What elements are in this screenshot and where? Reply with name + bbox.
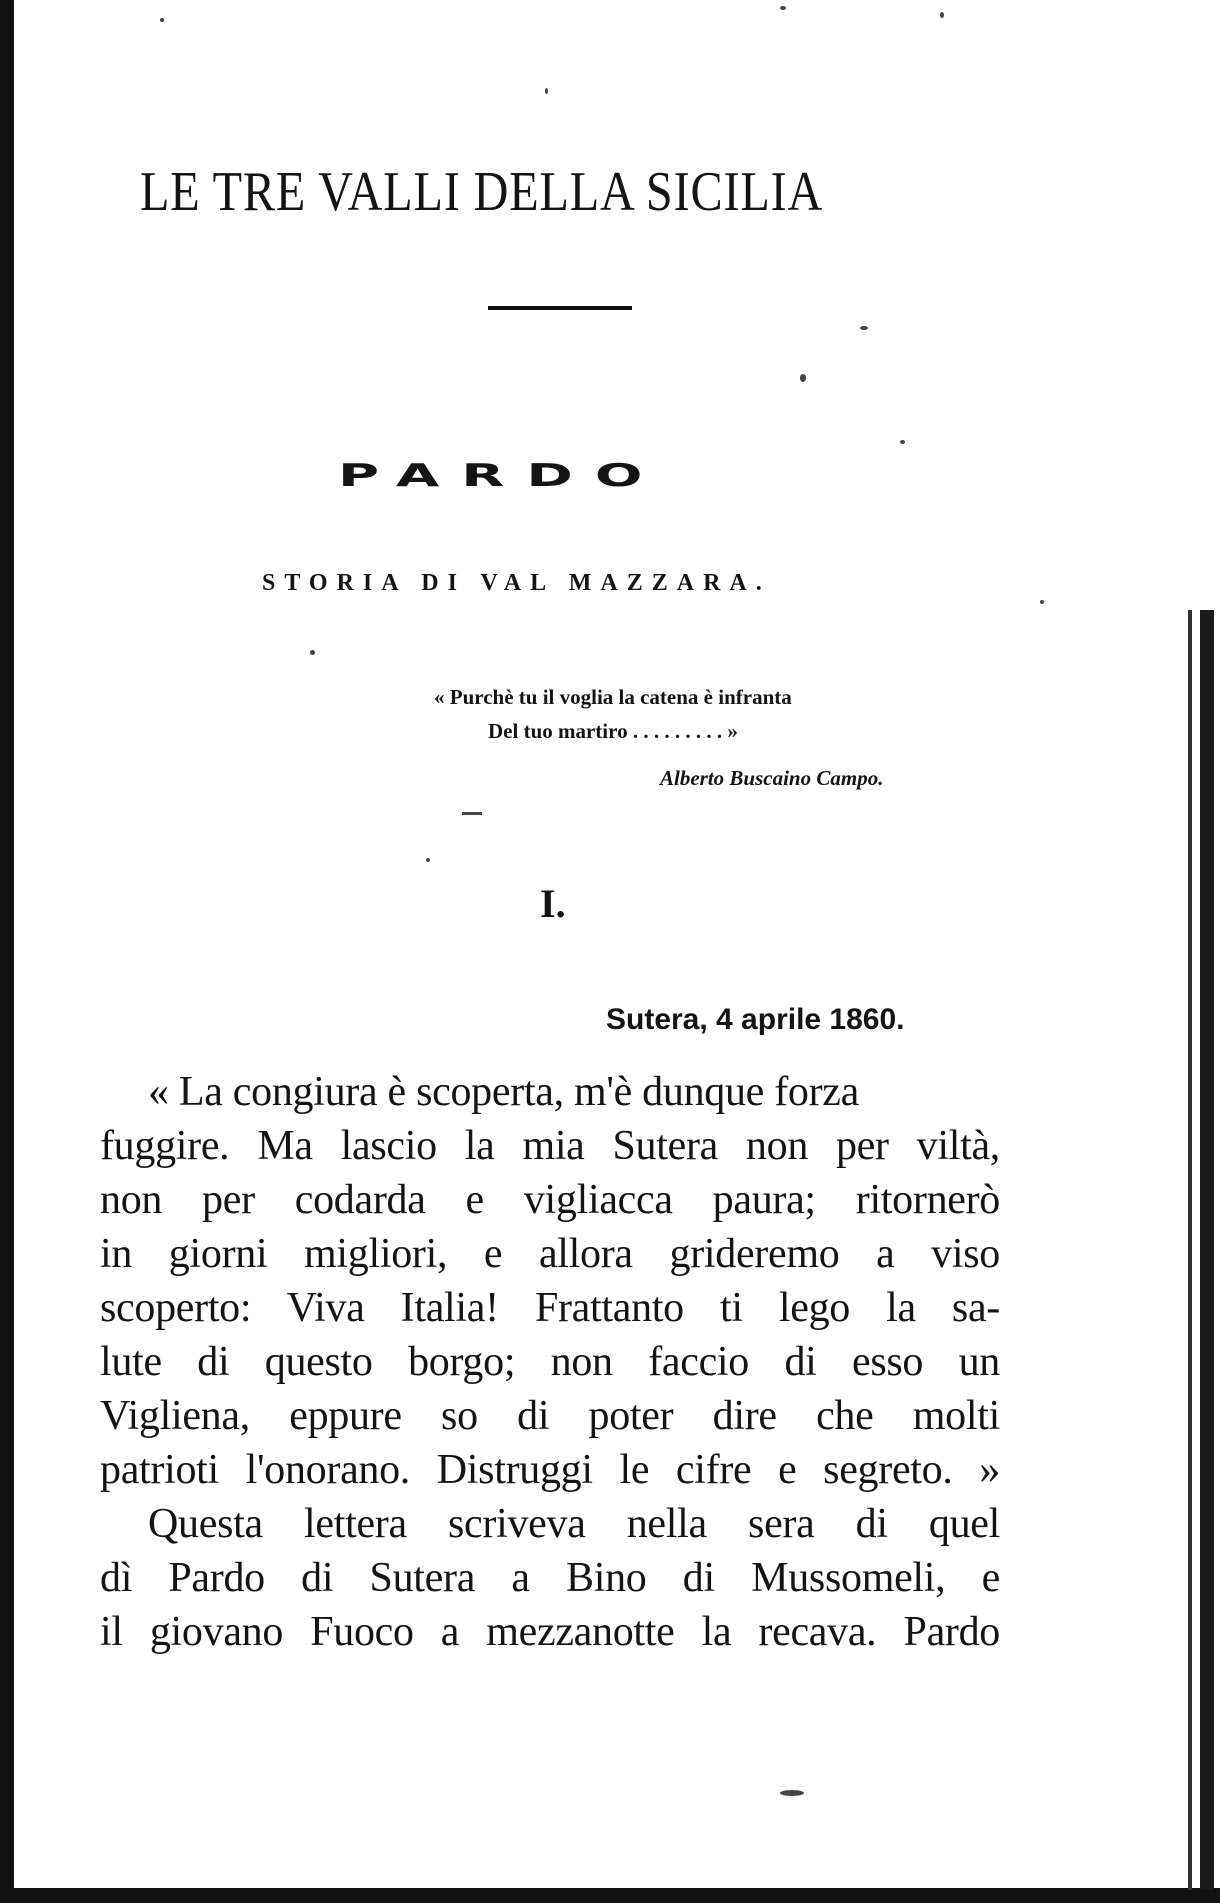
- scan-border-left: [0, 0, 14, 1903]
- story-subtitle: STORIA DI VAL MAZZARA.: [262, 570, 771, 596]
- scan-speck: [860, 326, 868, 330]
- body-line: dì Pardo di Sutera a Bino di Mussomeli, e: [100, 1555, 1000, 1601]
- body-line: il giovano Fuoco a mezzanotte la recava. Pardo: [100, 1609, 1000, 1655]
- scan-speck: [310, 650, 315, 655]
- scan-border-bottom: [0, 1888, 1220, 1903]
- body-line: Questa lettera scriveva nella sera di quel: [148, 1501, 1000, 1547]
- epigraph-author: Alberto Buscaino Campo.: [660, 766, 884, 790]
- body-line: Vigliena, eppure so di poter dire che molti: [100, 1393, 1000, 1439]
- title-rule: [488, 306, 632, 310]
- scan-speck: [940, 12, 944, 18]
- body-line: in giorni migliori, e allora grideremo a viso: [100, 1231, 1000, 1277]
- body-line: « La congiura è scoperta, m'è dunque forza: [148, 1069, 859, 1115]
- scan-border-right: [1200, 610, 1214, 1890]
- scan-speck: [780, 6, 786, 10]
- scan-speck: [1040, 600, 1044, 604]
- epigraph-line-2: Del tuo martiro . . . . . . . . . »: [488, 719, 738, 743]
- book-title: LE TRE VALLI DELLA SICILIA: [140, 161, 824, 223]
- letter-dateline: Sutera, 4 aprile 1860.: [606, 1003, 905, 1036]
- scan-gutter-line: [1188, 610, 1192, 1890]
- epigraph-line-1: « Purchè tu il voglia la catena è infranta: [434, 685, 792, 709]
- scan-speck: [780, 1790, 804, 1796]
- body-line: lute di questo borgo; non faccio di esso un: [100, 1339, 1000, 1385]
- scan-speck: [900, 440, 905, 444]
- story-title: PARDO: [338, 458, 665, 494]
- body-line: non per codarda e vigliacca paura; ritornerò: [100, 1177, 1000, 1223]
- body-line: scoperto: Viva Italia! Frattanto ti lego la sa-: [100, 1285, 1000, 1331]
- scan-speck: [160, 18, 164, 22]
- scan-speck: [462, 812, 482, 815]
- body-line: patrioti l'onorano. Distruggi le cifre e segreto. »: [100, 1447, 1000, 1493]
- scan-speck: [800, 374, 806, 382]
- scan-speck: [426, 858, 430, 862]
- body-line: fuggire. Ma lascio la mia Sutera non per viltà,: [100, 1123, 1000, 1169]
- scan-speck: [545, 88, 548, 94]
- chapter-number: I.: [540, 881, 566, 926]
